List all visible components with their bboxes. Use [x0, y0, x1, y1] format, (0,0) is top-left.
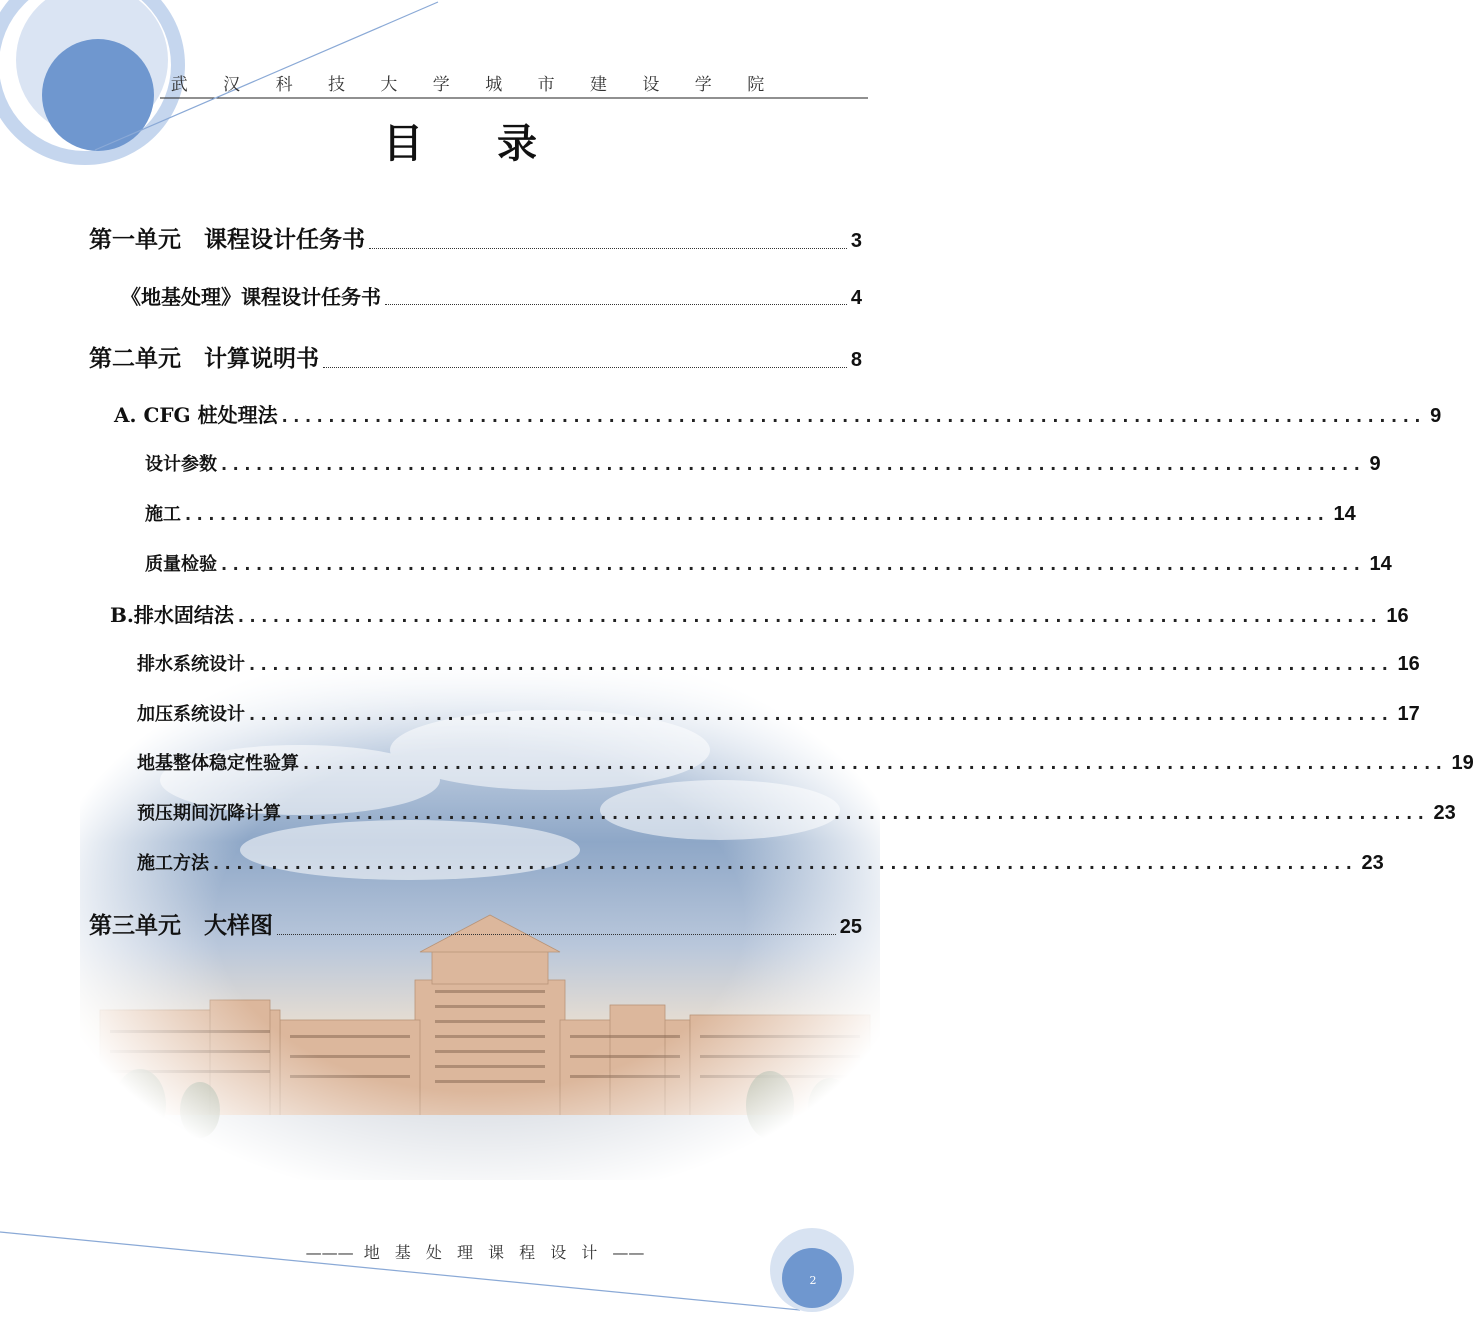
page-number: 2 [809, 1274, 817, 1287]
toc-entry-design-params[interactable] [145, 450, 1381, 476]
toc-entry-stability-check[interactable] [137, 749, 1474, 775]
toc-label: A. CFG 桩处理法 [114, 403, 278, 427]
dot-leader: .................................................................................................. [249, 655, 1394, 674]
dot-leader: .................................................................................................. [281, 407, 1427, 426]
toc-entry-loading-system[interactable] [137, 700, 1420, 726]
dot-leader: .................................................................................................. [303, 754, 1448, 773]
page-title: 目 录 [383, 121, 567, 167]
toc-entry-unit-2[interactable] [89, 340, 862, 373]
toc-label: B.排水固结法 [110, 603, 234, 627]
toc-label: 第三单元 大样图 [89, 912, 273, 939]
dot-leader: .................................................................................................. [237, 607, 1383, 626]
toc-label: 预压期间沉降计算 [137, 803, 281, 824]
toc-page: 4 [850, 287, 862, 309]
dot-leader: .................................................................................................. [285, 804, 1430, 823]
toc-page: 23 [1361, 852, 1384, 874]
toc-page: 9 [1430, 405, 1442, 427]
toc-page: 23 [1433, 802, 1456, 824]
toc-entry-unit-3[interactable] [89, 907, 862, 940]
dot-leader: .................................................................................................. [185, 505, 1330, 524]
course-name: 地 基 处 理 课 程 设 计 [363, 1243, 603, 1262]
toc-label: 第一单元 课程设计任务书 [89, 226, 365, 253]
toc-entry-drainage-system[interactable] [137, 650, 1420, 676]
toc-label: 加压系统设计 [137, 704, 245, 725]
toc-page: 3 [850, 230, 862, 252]
toc-label: 《地基处理》课程设计任务书 [121, 285, 381, 309]
dot-leader [277, 934, 836, 935]
dot-leader: .................................................................................................. [221, 455, 1366, 474]
toc-page: 14 [1333, 503, 1356, 525]
toc-label: 施工方法 [137, 853, 209, 874]
toc-page: 8 [850, 349, 862, 371]
toc-label: 地基整体稳定性验算 [137, 753, 299, 774]
toc-entry-drainage-consolidation[interactable] [110, 599, 1409, 628]
toc-label: 设计参数 [145, 454, 217, 475]
toc-page: 19 [1451, 752, 1474, 774]
toc-page: 14 [1369, 553, 1392, 575]
dot-leader: .................................................................................................. [249, 705, 1394, 724]
toc-page: 9 [1369, 453, 1381, 475]
toc-entry-cfg-pile[interactable] [114, 399, 1442, 428]
toc-page: 16 [1397, 653, 1420, 675]
dot-leader: .................................................................................................. [221, 555, 1366, 574]
toc-entry-construction[interactable] [145, 500, 1356, 526]
toc-entry-unit-1[interactable] [89, 221, 862, 254]
toc-entry-construction-method[interactable] [137, 849, 1384, 875]
toc-page: 17 [1397, 703, 1420, 725]
toc-entry-settlement-calc[interactable] [137, 799, 1456, 825]
toc-entry-task-book[interactable] [121, 281, 862, 310]
toc-page: 16 [1386, 605, 1409, 627]
toc-entry-quality-inspection[interactable] [145, 550, 1392, 576]
toc-page: 25 [839, 916, 862, 938]
toc-label: 第二单元 计算说明书 [89, 345, 319, 372]
institution-header: 武 汉 科 技 大 学 城 市 建 设 学 院 [170, 75, 780, 95]
toc-label: 质量检验 [145, 554, 217, 575]
footer-course-title: ——— 地 基 处 理 课 程 设 计 —— [305, 1243, 645, 1262]
dot-leader [369, 248, 847, 249]
toc-label: 施工 [145, 504, 181, 525]
dot-leader [323, 367, 847, 368]
dot-leader: .................................................................................................. [213, 854, 1358, 873]
dot-leader [385, 304, 847, 305]
toc-label: 排水系统设计 [137, 654, 245, 675]
